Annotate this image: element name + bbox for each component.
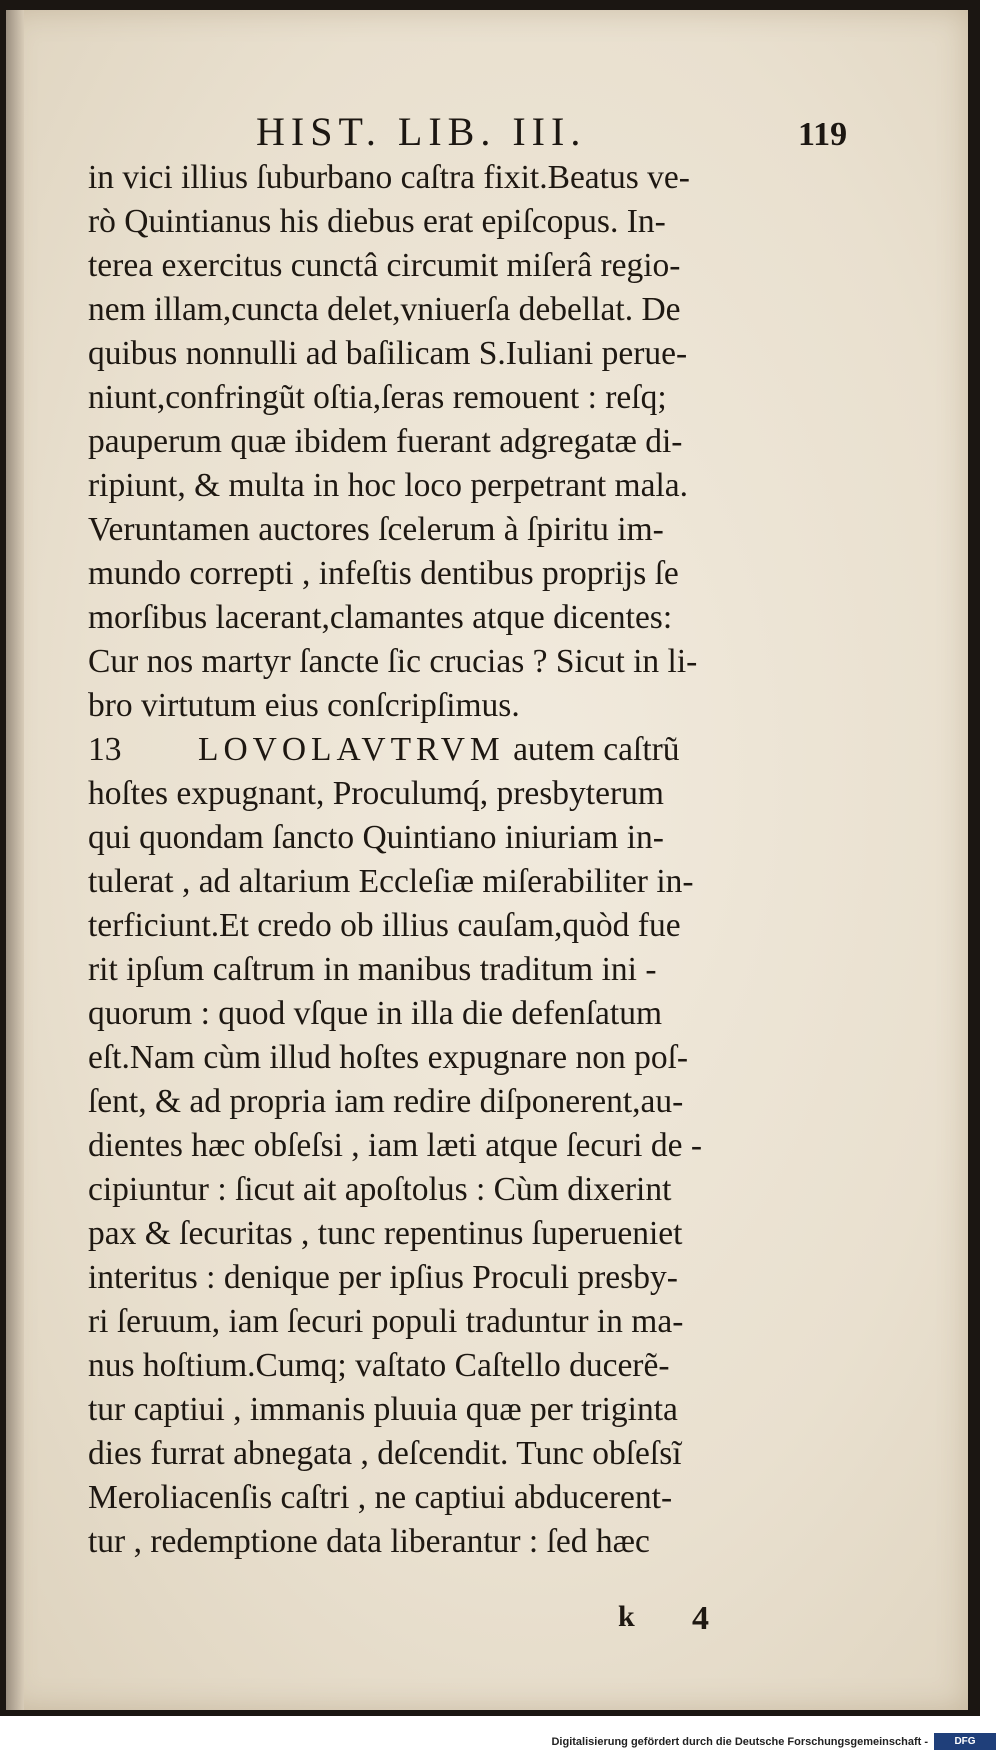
text-line: interitus : denique per ipſius Proculi presby-: [88, 1259, 678, 1296]
digitization-credit: Digitalisierung gefördert durch die Deutsche Forschungsgemeinschaft -: [551, 1736, 928, 1748]
page-gutter: [6, 10, 24, 1710]
text-line: terficiunt.Et credo ob illius cauſam,quòd fue: [88, 907, 681, 944]
text-line: nus hoſtium.Cumq; vaſtato Caſtello ducerẽ-: [88, 1347, 670, 1384]
text-line: niunt,confringũt oſtia,ſeras remouent : reſq;: [88, 379, 667, 416]
running-title: HIST. LIB. III.: [256, 109, 587, 154]
running-head: [6, 108, 968, 158]
text-line: eſt.Nam cùm illud hoſtes expugnare non poſ-: [88, 1039, 689, 1076]
text-line: Meroliacenſis caſtri , ne captiui abducerent-: [88, 1479, 673, 1516]
text-line: cipiuntur : ſicut ait apoſtolus : Cùm dixerint: [88, 1171, 672, 1208]
text-line: pax & ſecuritas , tunc repentinus ſuperueniet: [88, 1215, 683, 1252]
book-page: [6, 10, 968, 1710]
text-line: nem illam,cuncta delet,vniuerſa debellat. De: [88, 291, 681, 328]
text-line: qui quondam ſancto Quintiano iniuriam in-: [88, 819, 664, 856]
signature-letter: k: [618, 1600, 635, 1633]
text-line: mundo correpti , infeſtis dentibus proprijs ſe: [88, 555, 679, 592]
signature-row: [6, 1600, 968, 1650]
text-line: tur , redemptione data liberantur : ſed hæc: [88, 1523, 650, 1560]
text-line: dientes hæc obſeſsi , iam læti atque ſecuri de -: [88, 1127, 703, 1164]
text-line: hoſtes expugnant, Proculumq́, presbyterum: [88, 775, 664, 812]
text-line: ri ſeruum, iam ſecuri populi traduntur in ma-: [88, 1303, 684, 1340]
dfg-logo: DFG: [934, 1733, 996, 1750]
folio-number: 119: [798, 116, 848, 153]
text-line: morſibus lacerant,clamantes atque dicentes:: [88, 599, 673, 636]
text-line: Veruntamen auctores ſcelerum à ſpiritu im-: [88, 511, 664, 548]
text-line: in vici illius ſuburbano caſtra fixit.Beatus ve-: [88, 159, 690, 196]
section-first-line-text: autem caſtrũ: [513, 731, 680, 768]
text-line: tur captiui , immanis pluuia quæ per triginta: [88, 1391, 678, 1428]
text-line: rò Quintianus his diebus erat epiſcopus. In-: [88, 203, 666, 240]
text-line: terea exercitus cunctâ circumit miſerâ regio-: [88, 247, 681, 284]
text-block: [88, 156, 878, 1564]
text-line: quibus nonnulli ad baſilicam S.Iuliani perue-: [88, 335, 688, 372]
text-line: ripiunt, & multa in hoc loco perpetrant mala.: [88, 467, 689, 504]
text-line: rit ipſum caſtrum in manibus traditum ini -: [88, 951, 657, 988]
section-heading-line: [88, 728, 878, 772]
text-line: Cur nos martyr ſancte ſic crucias ? Sicut in li-: [88, 643, 698, 680]
text-line: ſent, & ad propria iam redire diſponerent,au-: [88, 1083, 684, 1120]
text-line: tulerat , ad altarium Eccleſiæ miſerabiliter in-: [88, 863, 694, 900]
text-line: bro virtutum eius conſcripſimus.: [88, 687, 520, 724]
text-line: dies furrat abnegata , deſcendit. Tunc obſeſsĩ: [88, 1435, 682, 1472]
section-number: 13: [88, 731, 122, 768]
section-initial-word: LOVOLAVTRVM: [198, 731, 505, 768]
text-line: pauperum quæ ibidem fuerant adgregatæ di-: [88, 423, 683, 460]
signature-number: 4: [692, 1600, 709, 1637]
text-line: quorum : quod vſque in illa die defenſatum: [88, 995, 663, 1032]
